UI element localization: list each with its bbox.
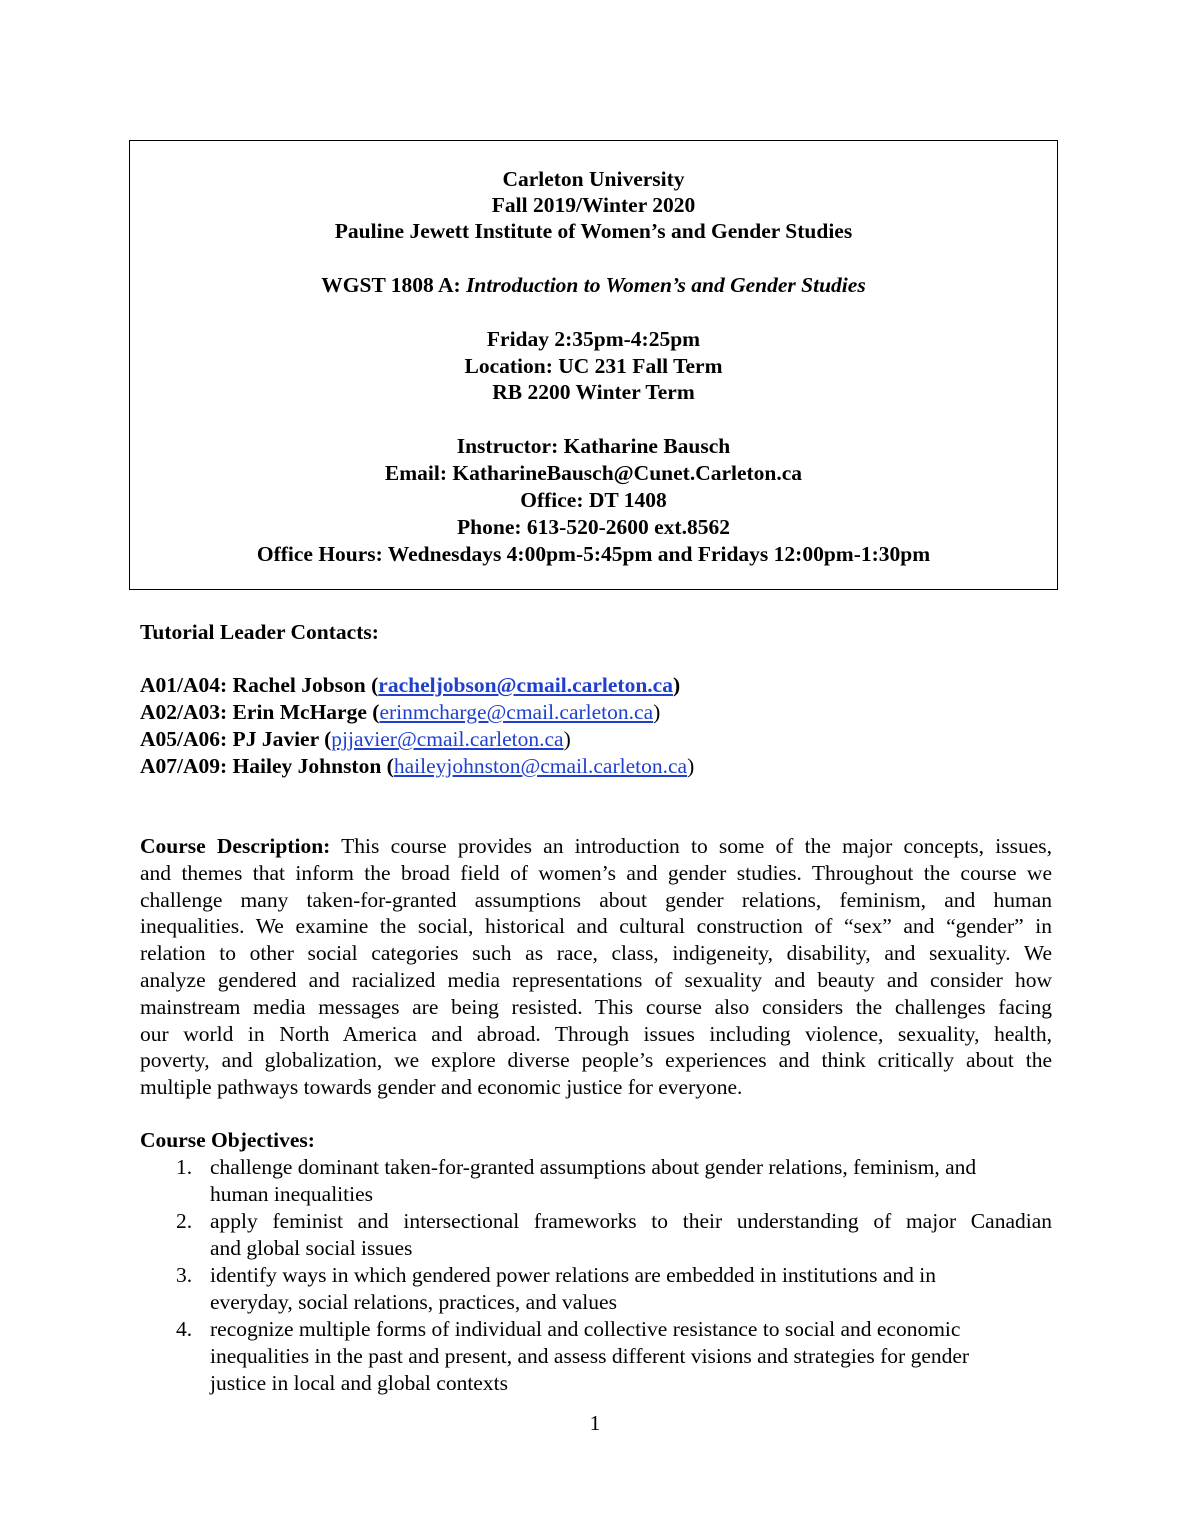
institute-name: Pauline Jewett Institute of Women’s and Gender Studies [334, 219, 853, 243]
course-description-line: inequalities. We examine the social, historical and cultural construction of “sex” and “gender” in [140, 914, 1052, 939]
instructor-email: Email: KatharineBausch@Cunet.Carleton.ca [384, 461, 803, 485]
tutorial-leader-item [140, 753, 694, 779]
course-description-line: poverty, and globalization, we explore diverse people’s experiences and think critically about the [140, 1048, 1052, 1073]
course-description-line: challenge many taken-for-granted assumptions about gender relations, feminism, and human [140, 887, 1052, 912]
course-description-line: mainstream media messages are being resisted. This course also considers the challenges facing [140, 994, 1052, 1019]
course-objectives-heading: Course Objectives: [140, 1128, 315, 1152]
course-description [140, 833, 1052, 1101]
objective-number: 3. [176, 1263, 193, 1287]
tutorial-leader-name: A01/A04: Rachel Jobson ( [140, 673, 379, 697]
tutorial-leader-name: A07/A09: Hailey Johnston ( [140, 754, 394, 778]
tutorial-leader-close: ) [672, 673, 681, 697]
tutorial-leader-email-link[interactable]: erinmcharge@cmail.carleton.ca [379, 700, 654, 724]
tutorial-leader-item [140, 726, 571, 752]
location-winter: RB 2200 Winter Term [492, 380, 695, 404]
instructor-name: Instructor: Katharine Bausch [456, 434, 731, 458]
course-description-line: relation to other social categories such as race, class, indigeneity, disability, and sexuality. We [140, 941, 1052, 966]
course-description-heading: Course Description: [140, 834, 331, 858]
course-title: Introduction to Women’s and Gender Studies [466, 273, 866, 297]
objective-number: 1. [176, 1155, 193, 1179]
office-hours: Office Hours: Wednesdays 4:00pm-5:45pm and Fridays 12:00pm-1:30pm [256, 542, 931, 566]
class-schedule: Friday 2:35pm-4:25pm [486, 327, 701, 351]
tutorial-leader-email-link[interactable]: racheljobson@cmail.carleton.ca [378, 673, 673, 697]
tutorial-leader-email-link[interactable]: pjjavier@cmail.carleton.ca [331, 727, 564, 751]
course-description-line: Course Description: This course provides an introduction to some of the major concepts, issues, [140, 834, 1052, 858]
tutorial-leader-item [140, 699, 660, 725]
tutorial-leaders-heading: Tutorial Leader Contacts: [140, 620, 379, 644]
course-description-line: multiple pathways towards gender and economic justice for everyone. [140, 1075, 743, 1100]
tutorial-leader-name: A05/A06: PJ Javier ( [140, 727, 332, 751]
location-fall: Location: UC 231 Fall Term [464, 354, 723, 378]
objective-number: 2. [176, 1209, 193, 1233]
instructor-phone: Phone: 613-520-2600 ext.8562 [457, 515, 730, 539]
objective-item: apply feminist and intersectional frameworks to their understanding of major Canadian and global social issues [210, 1209, 1052, 1260]
course-code: WGST 1808 A: [321, 273, 467, 297]
course-description-line: analyze gendered and racialized media representations of sexuality and beauty and consider how [140, 967, 1052, 992]
tutorial-leader-close: ) [563, 727, 571, 751]
tutorial-leader-name: A02/A03: Erin McHarge ( [140, 700, 380, 724]
academic-term: Fall 2019/Winter 2020 [491, 193, 696, 217]
objective-number: 4. [176, 1317, 193, 1341]
tutorial-leader-close: ) [653, 700, 661, 724]
objective-item: challenge dominant taken-for-granted assumptions about gender relations, feminism, and human inequalities [210, 1155, 977, 1206]
tutorial-leader-email-link[interactable]: haileyjohnston@cmail.carleton.ca [393, 754, 688, 778]
objective-item: identify ways in which gendered power relations are embedded in institutions and in everyday, social relations, practices, and values [210, 1263, 937, 1314]
course-description-line: our world in North America and abroad. Through issues including violence, sexuality, health, [140, 1021, 1052, 1046]
instructor-office: Office: DT 1408 [520, 488, 667, 512]
page-number: 1 [589, 1411, 601, 1435]
university-name: Carleton University [502, 167, 685, 191]
course-title-line [129, 272, 1058, 298]
course-description-line: and themes that inform the broad field of women’s and gender studies. Throughout the course we [140, 860, 1052, 885]
objective-item: recognize multiple forms of individual and collective resistance to social and economic inequalities in the past and present, and assess different visions and strategies for gender justice in local and global contexts [210, 1317, 970, 1395]
tutorial-leader-close: ) [687, 754, 695, 778]
tutorial-leader-item [140, 672, 680, 698]
